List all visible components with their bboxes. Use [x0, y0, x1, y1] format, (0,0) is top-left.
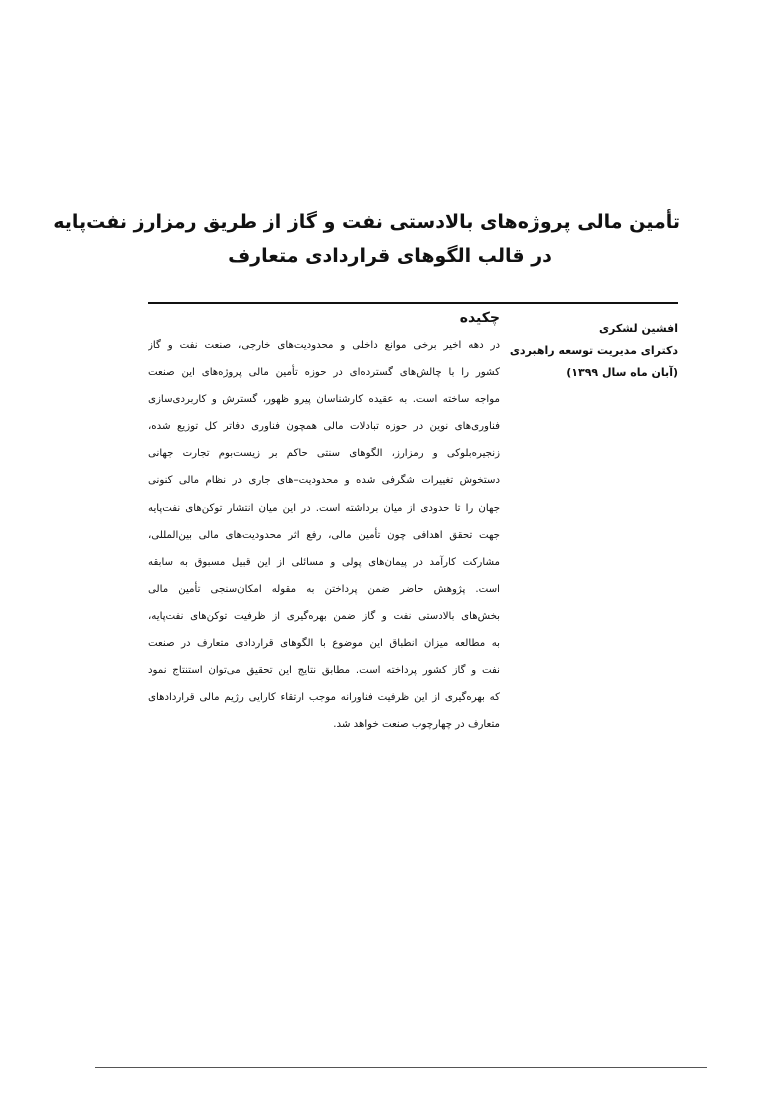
abstract-line: مشارکت کارآمد در پیمان‌های پولی و مسائلی از این قبیل مسبوق به سابقه: [148, 556, 500, 568]
abstract-line: در دهه اخیر برخی موانع داخلی و محدودیت‌های خارجی، صنعت نفت و گاز: [148, 340, 500, 351]
abstract-line: به مطالعه میزان انطباق این موضوع با الگوهای قراردادی متعارف در صنعت: [148, 638, 500, 650]
abstract-line: متعارف در چهارچوب صنعت خواهد شد.: [333, 719, 500, 731]
header-divider: [148, 302, 678, 304]
footer-divider: [95, 1067, 707, 1068]
abstract-line: مواجه ساخته است. به عقیده کارشناسان پیرو ظهور، گسترش و کاربردی‌سازی: [148, 394, 500, 406]
abstract-line: بخش‌های بالادستی نفت و گاز ضمن بهره‌گیری از ظرفیت توکن‌های نفت‌پایه،: [148, 610, 500, 622]
abstract-line: جهان را تا حدودی از میان برداشته است. در این میان انتشار توکن‌های نفت‌پایه: [148, 502, 500, 514]
author-date: (آبان ماه سال ۱۳۹۹): [566, 366, 678, 379]
title-line-1: تأمین مالی پروژه‌های بالادستی نفت و گاز از طریق رمزارز نفت‌پایه: [53, 211, 680, 233]
paper-title: [53, 205, 680, 273]
abstract-line: جهت تحقق اهدافی چون تأمین مالی، رفع اثر محدودیت‌های مالی بین‌المللی،: [148, 529, 500, 541]
abstract-line: است. پژوهش حاضر ضمن پرداختن به مقوله امکان‌سنجی تأمین مالی: [148, 583, 500, 595]
abstract-line: کشور را با چالش‌های گسترده‌ای در حوزه تأمین مالی پروژه‌های این صنعت: [148, 367, 500, 379]
abstract-line: که بهره‌گیری از این ظرفیت فناورانه موجب ارتقاء کارایی رژیم مالی قراردادهای: [148, 692, 500, 704]
abstract-heading: چکیده: [459, 310, 500, 326]
abstract-line: دستخوش تغییرات شگرفی شده و محدودیت–های جاری در نظام مالی کنونی: [148, 475, 500, 487]
abstract-line: فناوری‌های نوین در حوزه تبادلات مالی همچون فناوری دفاتر کل توزیع شده،: [148, 421, 500, 433]
author-degree: دکترای مدیریت توسعه راهبردی: [509, 344, 678, 357]
abstract-line: نفت و گاز کشور پرداخته است. مطابق نتایج این تحقیق می‌توان استنتاج نمود: [148, 665, 500, 677]
abstract-line: زنجیره‌بلوکی و رمزارز، الگوهای سنتی حاکم بر زیست‌بوم تجارت جهانی: [148, 448, 500, 460]
abstract: [148, 306, 500, 738]
author-info: [509, 314, 678, 384]
title-line-2: در قالب الگوهای قراردادی متعارف: [228, 245, 552, 267]
author-name: افشین لشکری: [598, 322, 678, 335]
